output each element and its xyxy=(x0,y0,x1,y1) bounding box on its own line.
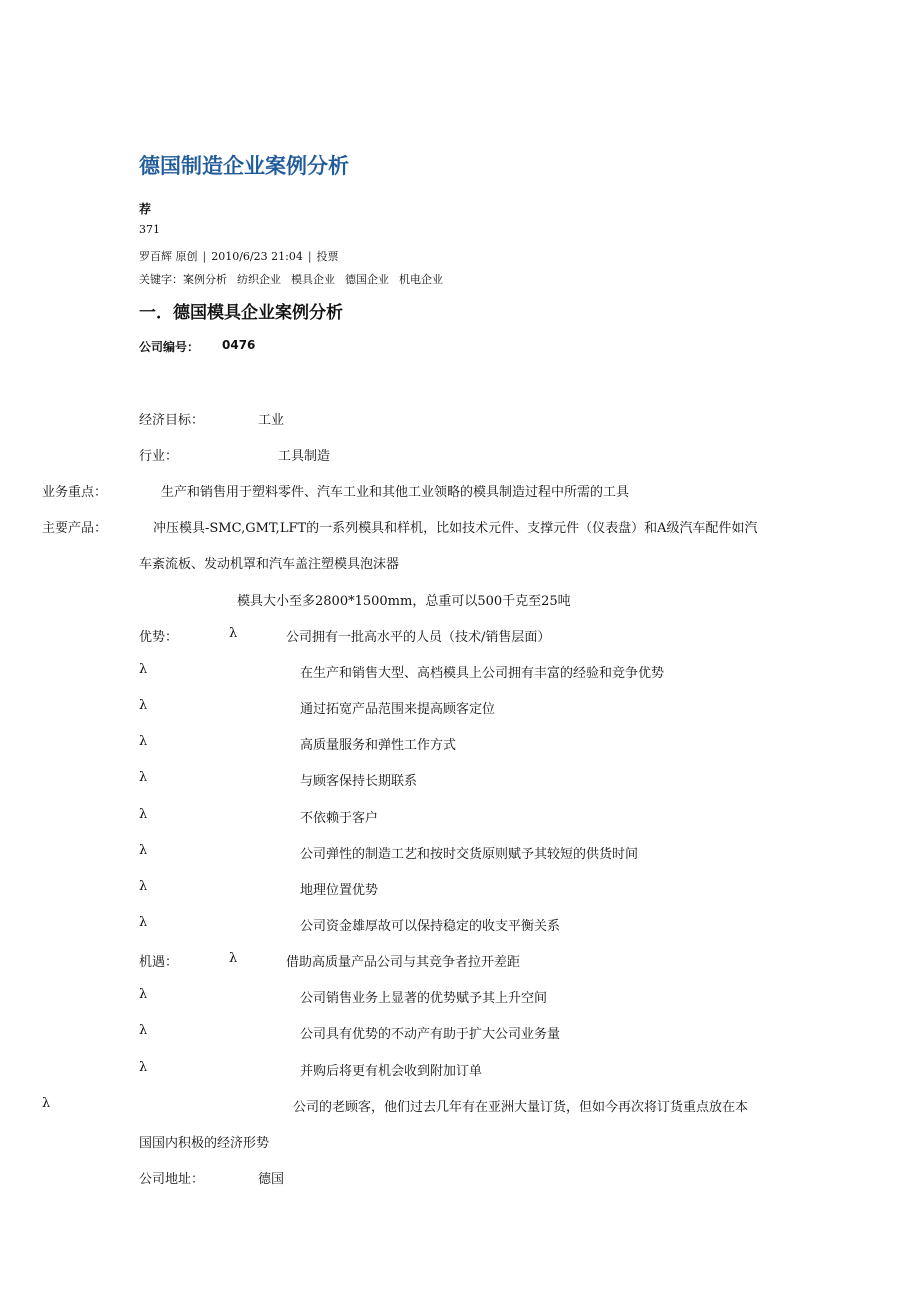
business-focus-label: 业务重点： xyxy=(42,485,108,500)
bullet-lambda: λ xyxy=(139,1060,148,1075)
econ-target-label: 经济目标： xyxy=(139,413,205,428)
bullet-lambda: λ xyxy=(139,879,148,894)
main-products-label: 主要产品： xyxy=(42,521,108,536)
company-number-value: 0476 xyxy=(222,338,256,352)
customer-text-line: 公司的老顾客，他们过去几年有在亚洲大量订货，但如今再次将订货重点放在本 xyxy=(293,1100,749,1115)
bullet-lambda: λ xyxy=(229,951,238,966)
article-datetime: 2010/6/23 21:04 xyxy=(211,250,303,263)
advantage-item: 公司资金雄厚故可以保持稳定的收支平衡关系 xyxy=(300,919,561,934)
company-number-label: 公司编号： xyxy=(139,340,200,354)
bullet-lambda: λ xyxy=(139,807,148,822)
keyword-tag[interactable]: 纺织企业 xyxy=(237,273,281,286)
advantage-item: 公司拥有一批高水平的人员（技术/销售层面） xyxy=(286,630,551,645)
bullet-lambda: λ xyxy=(139,698,148,713)
advantage-item: 通过拓宽产品范围来提高顾客定位 xyxy=(300,702,496,717)
vote-link[interactable]: 投票 xyxy=(316,250,339,263)
bullet-lambda: λ xyxy=(42,1096,51,1111)
recommend-label: 荐 xyxy=(139,202,152,216)
bullet-lambda: λ xyxy=(139,915,148,930)
keyword-tag[interactable]: 德国企业 xyxy=(345,273,389,286)
industry-label: 行业： xyxy=(139,449,179,464)
main-products-line: 冲压模具-SMC,GMT,LFT的一系列模具和样机，比如技术元件、支撑元件（仪表盘）和A级汽车配件如汽 xyxy=(153,521,758,536)
keyword-tag[interactable]: 模具企业 xyxy=(291,273,335,286)
main-products-line: 模具大小至多2800*1500mm，总重可以500千克至25吨 xyxy=(237,594,571,609)
meta-divider: | xyxy=(202,250,207,263)
bullet-lambda: λ xyxy=(139,770,148,785)
section-heading: 一．德国模具企业案例分析 xyxy=(139,303,343,323)
advantage-item: 与顾客保持长期联系 xyxy=(300,774,418,789)
opportunities-label: 机遇： xyxy=(139,955,179,970)
advantage-item: 地理位置优势 xyxy=(300,883,379,898)
customer-text-line: 国国内积极的经济形势 xyxy=(139,1136,270,1151)
advantage-item: 高质量服务和弹性工作方式 xyxy=(300,738,457,753)
bullet-lambda: λ xyxy=(139,734,148,749)
opportunity-item: 借助高质量产品公司与其竞争者拉开差距 xyxy=(286,955,521,970)
industry-value: 工具制造 xyxy=(278,449,331,464)
advantages-label: 优势： xyxy=(139,630,179,645)
advantage-item: 在生产和销售大型、高档模具上公司拥有丰富的经验和竞争优势 xyxy=(300,666,665,681)
article-title: 德国制造企业案例分析 xyxy=(139,154,349,178)
meta-divider: | xyxy=(307,250,312,263)
view-count: 371 xyxy=(139,223,160,236)
address-label: 公司地址： xyxy=(139,1172,205,1187)
business-focus-value: 生产和销售用于塑料零件、汽车工业和其他工业领略的模具制造过程中所需的工具 xyxy=(161,485,630,500)
opportunity-item: 公司销售业务上显著的优势赋予其上升空间 xyxy=(300,991,548,1006)
bullet-lambda: λ xyxy=(139,987,148,1002)
bullet-lambda: λ xyxy=(139,843,148,858)
author-name[interactable]: 罗百辉 xyxy=(139,250,172,263)
keyword-tag[interactable]: 机电企业 xyxy=(399,273,443,286)
article-type: 原创 xyxy=(175,250,198,263)
bullet-lambda: λ xyxy=(139,662,148,677)
econ-target-value: 工业 xyxy=(258,413,285,428)
bullet-lambda: λ xyxy=(139,1023,148,1038)
advantage-item: 公司弹性的制造工艺和按时交货原则赋予其较短的供货时间 xyxy=(300,847,639,862)
article-meta xyxy=(139,248,339,264)
keywords-row xyxy=(139,271,453,287)
bullet-lambda: λ xyxy=(229,626,238,641)
keywords-label: 关键字： xyxy=(139,273,183,286)
address-value: 德国 xyxy=(258,1172,285,1187)
advantage-item: 不依赖于客户 xyxy=(300,811,379,826)
opportunity-item: 公司具有优势的不动产有助于扩大公司业务量 xyxy=(300,1027,561,1042)
opportunity-item: 并购后将更有机会收到附加订单 xyxy=(300,1064,483,1079)
main-products-line: 车紊流板、发动机罩和汽车盖注塑模具泡沫器 xyxy=(139,557,400,572)
keyword-tag[interactable]: 案例分析 xyxy=(183,273,227,286)
